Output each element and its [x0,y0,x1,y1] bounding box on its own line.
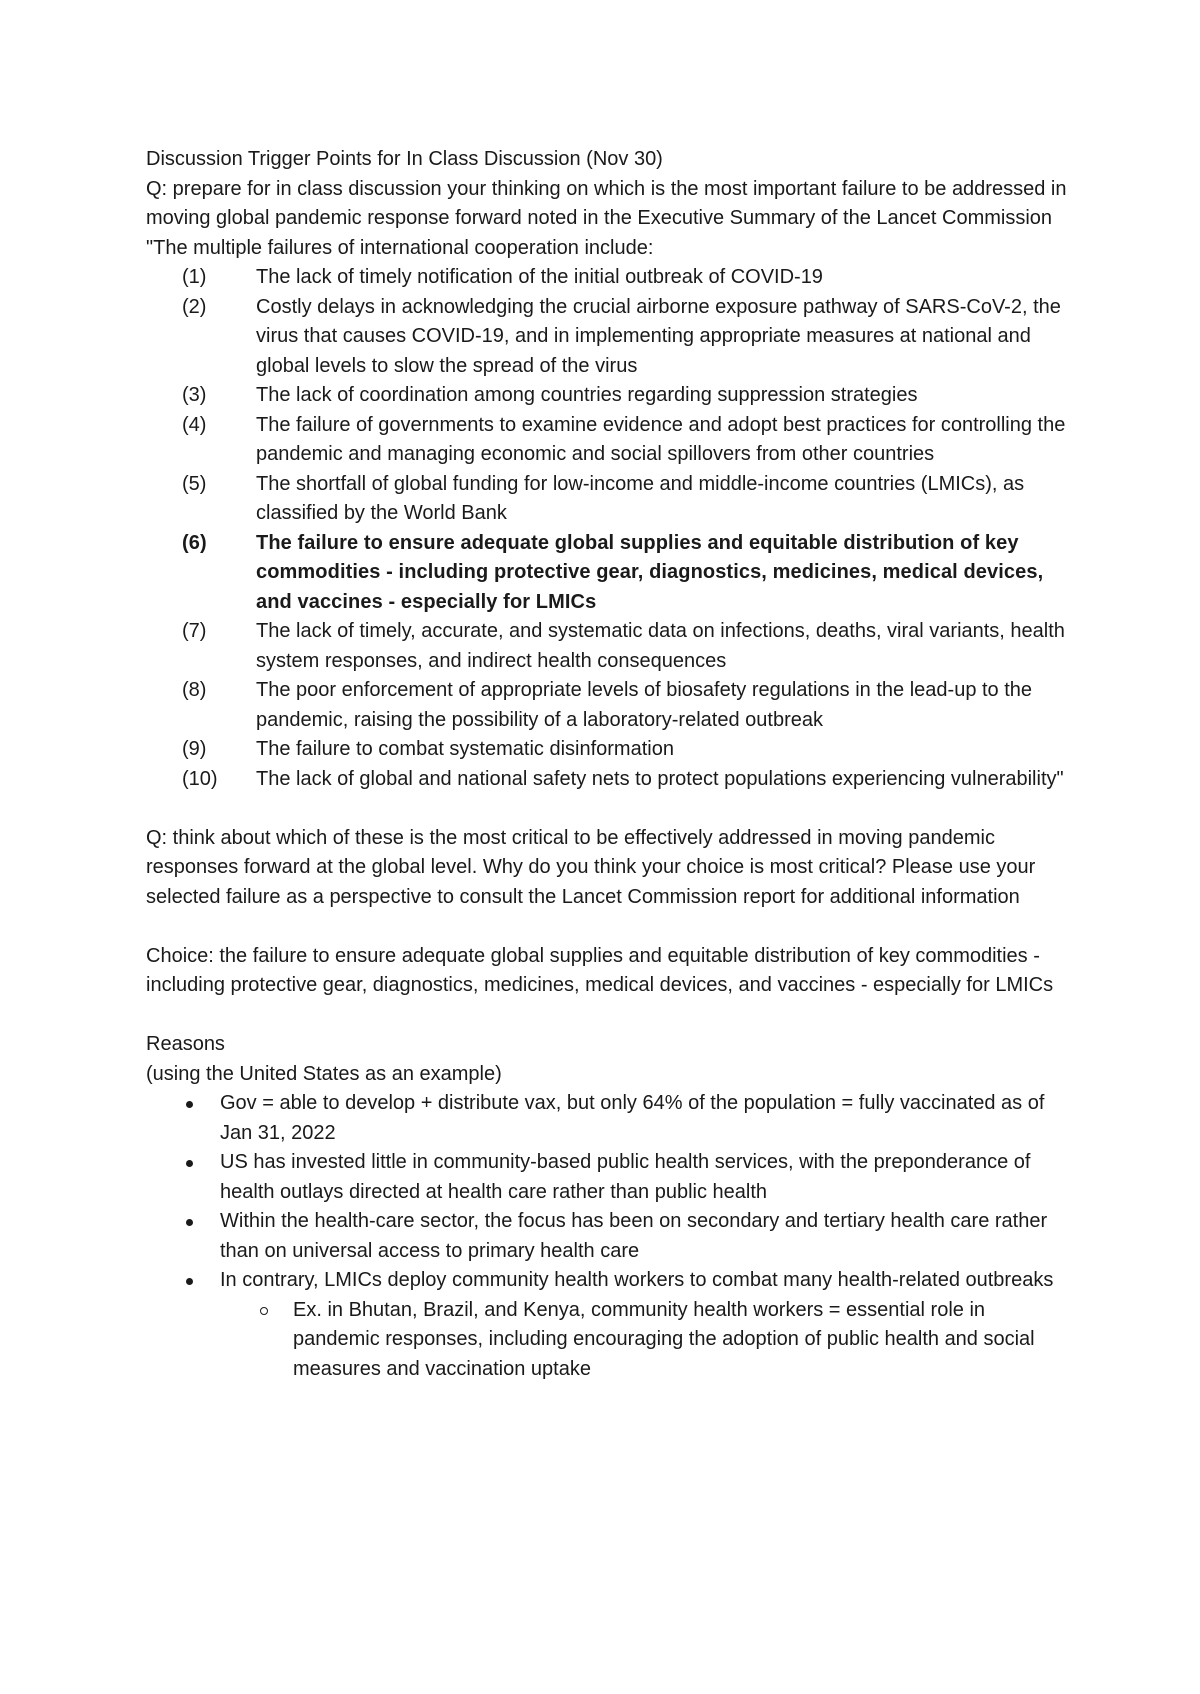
list-number: (5) [182,472,207,495]
bullet-icon [146,1089,220,1148]
list-item [146,381,1076,411]
list-item [146,765,1076,795]
list-text: The failure of governments to examine evidence and adopt best practices for controlling the pandemic and managing economic and social spillovers from other countries [256,413,1066,465]
list-number: (1) [182,266,207,288]
list-text: The lack of timely, accurate, and systematic data on infections, deaths, viral variants, health system responses, and indirect health consequences [256,620,1065,672]
choice-paragraph: Choice: the failure to ensure adequate global supplies and equitable distribution of key commodities - including protective gear, diagnostics, medicines, medical devices, and vaccines - especially for LMICs [146,944,1054,996]
list-number: (8) [182,679,207,701]
bullet-icon [146,1266,220,1296]
spacer [146,912,1076,942]
list-number: (6) [182,531,207,554]
reasons-subheading: (using the United States as an example) [146,1062,502,1085]
failures-list [146,263,1076,794]
list-text: The poor enforcement of appropriate levels of biosafety regulations in the lead-up to the pandemic, raising the possibility of a laboratory-related outbreak [256,679,1033,731]
list-item [146,1089,1076,1148]
list-text: Gov = able to develop + distribute vax, but only 64% of the population = fully vaccinated as of Jan 31, 2022 [220,1092,1045,1144]
list-text: Within the health-care sector, the focus has been on secondary and tertiary health care rather than on universal access to primary health care [220,1210,1048,1262]
list-item [146,1207,1076,1266]
list-text: The shortfall of global funding for low-income and middle-income countries (LMICs), as classified by the World Bank [256,472,1025,524]
hollow-bullet-icon [146,1296,293,1385]
question-2: Q: think about which of these is the most critical to be effectively addressed in moving pandemic responses forward at the global level. Why do you think your choice is most critical? Please use your selected failure as a perspective to consult the Lancet Commission report for additional information [146,826,1036,908]
spacer [146,794,1076,824]
list-text: The failure to ensure adequate global supplies and equitable distribution of key commodities - including protective gear, diagnostics, medicines, medical devices, and vaccines - especially for LMICs [256,531,1044,613]
quote-intro: "The multiple failures of international cooperation include: [146,236,654,259]
question-1: Q: prepare for in class discussion your thinking on which is the most important failure to be addressed in moving global pandemic response forward noted in the Executive Summary of the Lancet Commission [146,177,1067,229]
list-number: (7) [182,620,207,642]
list-item [146,1148,1076,1207]
list-text: The lack of global and national safety nets to protect populations experiencing vulnerability" [256,767,1064,790]
list-number: (3) [182,384,207,406]
list-item [146,1266,1076,1296]
list-item [146,470,1076,529]
list-text: US has invested little in community-based public health services, with the preponderance of health outlays directed at health care rather than public health [220,1151,1031,1203]
list-item [146,735,1076,765]
list-number: (2) [182,295,207,318]
sub-list-item [146,1296,1076,1385]
list-item-highlighted [146,529,1076,618]
bullet-icon [146,1148,220,1207]
list-number: (9) [182,738,207,760]
spacer [146,1001,1076,1031]
list-item [146,263,1076,293]
list-number: (10) [182,767,218,790]
reasons-list [146,1089,1076,1384]
list-item [146,293,1076,382]
document-title: Discussion Trigger Points for In Class Discussion (Nov 30) [146,148,663,170]
list-item [146,617,1076,676]
bullet-icon [146,1207,220,1266]
list-text: The failure to combat systematic disinformation [256,738,674,760]
list-text: The lack of coordination among countries regarding suppression strategies [256,384,918,406]
document-page [146,145,1076,1384]
list-text: Ex. in Bhutan, Brazil, and Kenya, community health workers = essential role in pandemic responses, including encouraging the adoption of public health and social measures and vaccination uptake [293,1298,1035,1380]
list-text: In contrary, LMICs deploy community health workers to combat many health-related outbreaks [220,1269,1054,1291]
list-text: The lack of timely notification of the initial outbreak of COVID-19 [256,266,823,288]
reasons-heading: Reasons [146,1033,225,1055]
list-item [146,411,1076,470]
list-text: Costly delays in acknowledging the crucial airborne exposure pathway of SARS-CoV-2, the virus that causes COVID-19, and in implementing appropriate measures at national and global levels to slow the spread of the virus [256,295,1061,377]
list-number: (4) [182,413,207,436]
list-item [146,676,1076,735]
